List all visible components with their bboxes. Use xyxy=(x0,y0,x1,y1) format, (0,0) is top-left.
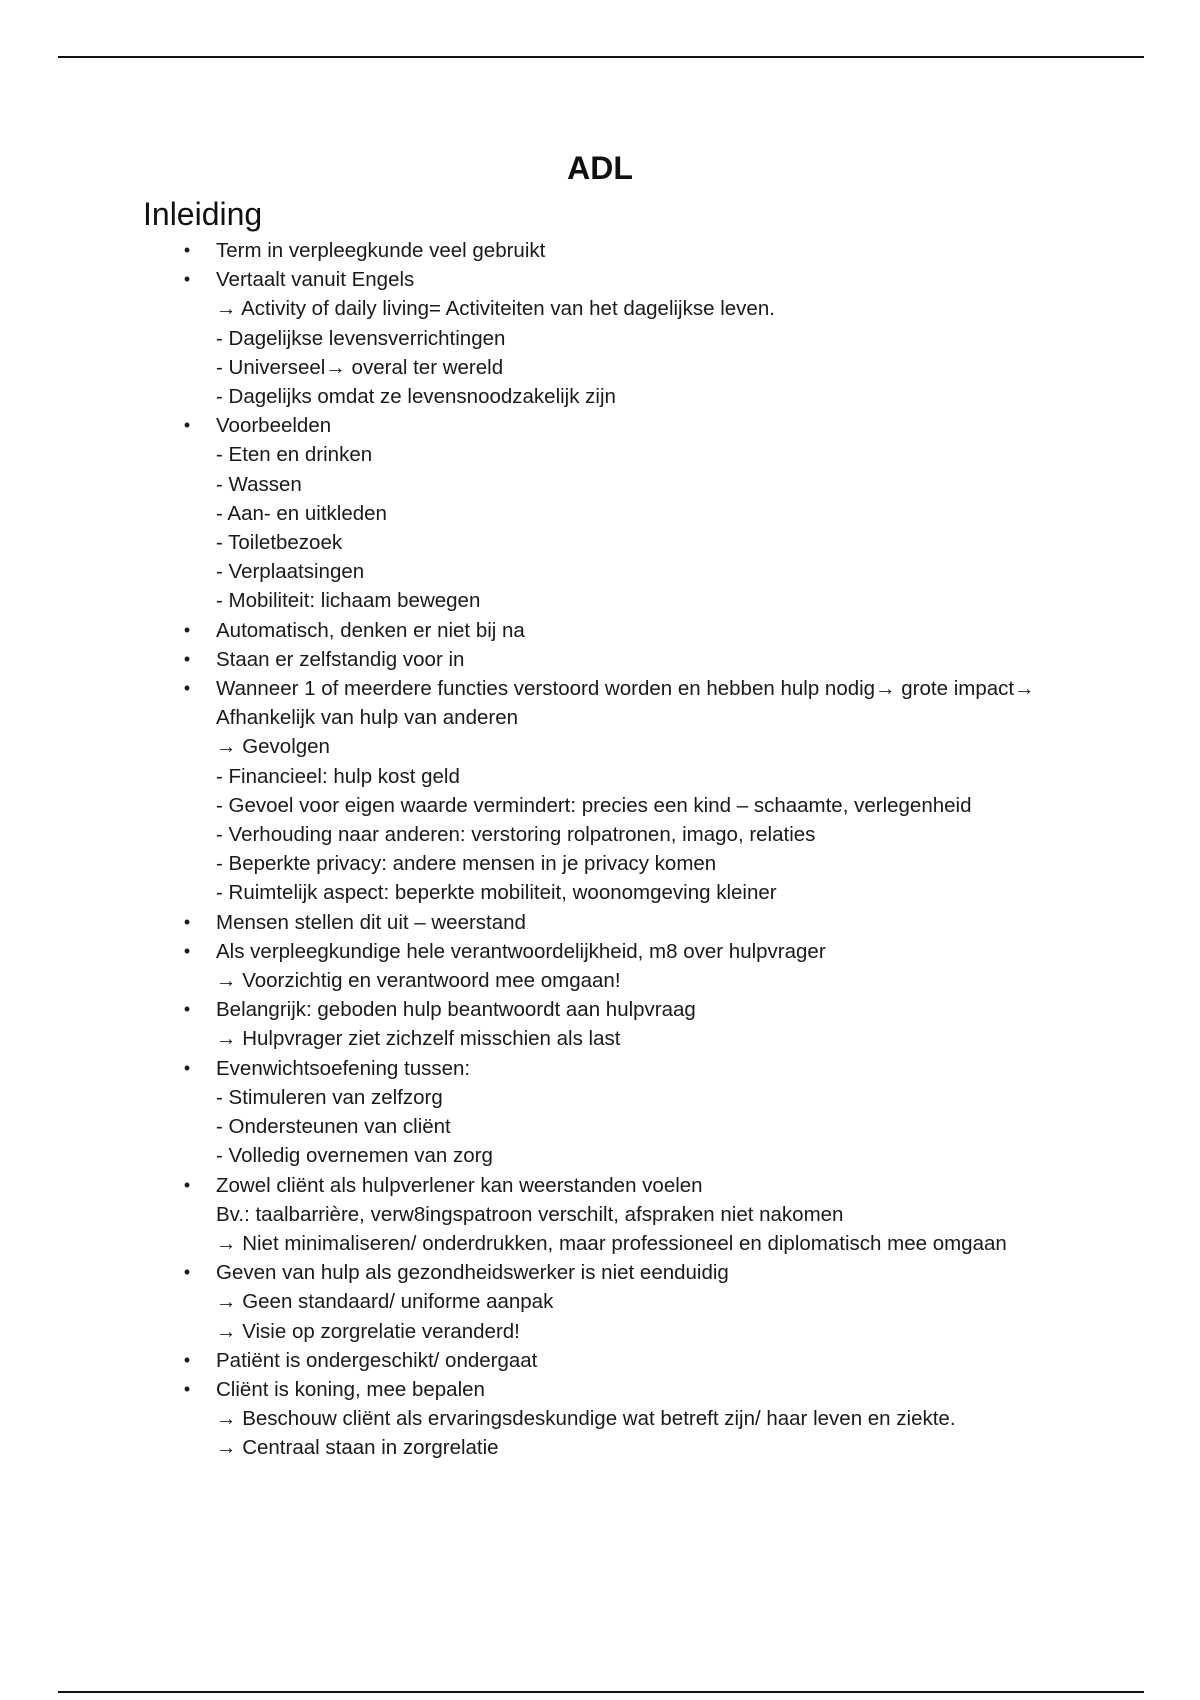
list-item xyxy=(0,645,1056,674)
list-item-subline: - Wassen xyxy=(216,472,302,496)
list-item xyxy=(0,995,1056,1053)
bullet-list xyxy=(0,236,1200,1463)
list-item-subline: - Mobiliteit: lichaam bewegen xyxy=(216,589,481,613)
list-item-subline: → Hulpvrager ziet zichzelf misschien als last xyxy=(216,1027,621,1051)
list-item-text: Geven van hulp als gezondheidswerker is niet eenduidig xyxy=(216,1261,729,1285)
bullet-icon: • xyxy=(183,911,191,932)
list-item-subline: - Toiletbezoek xyxy=(216,531,343,555)
list-item xyxy=(0,265,1056,411)
list-item-subline: → Centraal staan in zorgrelatie xyxy=(216,1436,499,1460)
list-item-subline: - Ondersteunen van cliënt xyxy=(216,1115,451,1139)
list-item-subline: → Activity of daily living= Activiteiten van het dagelijkse leven. xyxy=(216,297,775,321)
list-item xyxy=(0,1346,1056,1375)
list-item-subline: - Verhouding naar anderen: verstoring rolpatronen, imago, relaties xyxy=(216,823,816,847)
bullet-icon: • xyxy=(183,240,191,260)
list-item-subline: → Visie op zorgrelatie veranderd! xyxy=(216,1319,520,1343)
list-item-subline: → Geen standaard/ uniforme aanpak xyxy=(216,1290,554,1314)
list-item xyxy=(0,616,1056,645)
list-item-text: Term in verpleegkunde veel gebruikt xyxy=(216,239,546,262)
list-item-text: Belangrijk: geboden hulp beantwoordt aan hulpvraag xyxy=(216,998,696,1022)
list-item-text: Staan er zelfstandig voor in xyxy=(216,647,465,671)
list-item-text: Cliënt is koning, mee bepalen xyxy=(216,1377,485,1401)
list-item-text: Vertaalt vanuit Engels xyxy=(216,268,415,292)
list-item xyxy=(0,1258,1056,1346)
list-item-subline: - Beperkte privacy: andere mensen in je privacy komen xyxy=(216,852,717,876)
list-item-text: Patiënt is ondergeschikt/ ondergaat xyxy=(216,1348,538,1372)
bullet-icon: • xyxy=(183,1349,191,1370)
list-item xyxy=(0,1375,1056,1463)
list-item xyxy=(0,411,1056,615)
bullet-icon: • xyxy=(183,1262,191,1283)
list-item-subline: - Dagelijkse levensverrichtingen xyxy=(216,326,506,350)
section-heading: Inleiding xyxy=(143,196,263,232)
bullet-icon: • xyxy=(183,1174,191,1195)
list-item-subline: → Niet minimaliseren/ onderdrukken, maar professioneel en diplomatisch mee omgaan xyxy=(216,1231,1007,1255)
list-item-subline: - Eten en drinken xyxy=(216,443,373,467)
list-item xyxy=(0,908,1056,937)
bullet-icon: • xyxy=(183,1378,191,1399)
list-item xyxy=(0,1171,1056,1259)
list-item-subline: → Voorzichtig en verantwoord mee omgaan! xyxy=(216,969,621,993)
bullet-icon: • xyxy=(183,1057,191,1078)
list-item-subline: - Financieel: hulp kost geld xyxy=(216,764,460,788)
list-item-text: Voorbeelden xyxy=(216,414,332,438)
list-item-subline: - Verplaatsingen xyxy=(216,560,365,584)
list-item-text: Evenwichtsoefening tussen: xyxy=(216,1056,471,1080)
bullet-icon: • xyxy=(183,648,191,669)
list-item-text: Wanneer 1 of meerdere functies verstoord worden en hebben hulp nodig→ grote impact→ Afhankelijk van hulp van anderen xyxy=(216,677,1035,730)
list-item-subline: - Gevoel voor eigen waarde vermindert: precies een kind – schaamte, verlegenheid xyxy=(216,793,972,817)
page-footer-rule xyxy=(58,1691,1144,1693)
list-item-text: Zowel cliënt als hulpverlener kan weerstanden voelen xyxy=(216,1173,703,1197)
list-item-subline: - Universeel→ overal ter wereld xyxy=(216,355,504,379)
list-item xyxy=(0,236,1056,265)
list-item xyxy=(0,937,1056,995)
list-item-subline: Bv.: taalbarrière, verw8ingspatroon verschilt, afspraken niet nakomen xyxy=(216,1202,844,1226)
bullet-icon: • xyxy=(183,619,191,640)
list-item xyxy=(0,674,1056,908)
document-title: ADL xyxy=(567,150,633,186)
bullet-icon: • xyxy=(183,415,191,436)
list-item-text: Mensen stellen dit uit – weerstand xyxy=(216,910,526,934)
page-header-rule xyxy=(58,56,1144,58)
list-item-subline: - Stimuleren van zelfzorg xyxy=(216,1085,443,1109)
list-item-subline: - Dagelijks omdat ze levensnoodzakelijk zijn xyxy=(216,385,616,409)
list-item-subline: → Gevolgen xyxy=(216,735,330,759)
bullet-icon: • xyxy=(183,999,191,1020)
list-item-subline: - Ruimtelijk aspect: beperkte mobiliteit, woonomgeving kleiner xyxy=(216,881,777,905)
list-item-subline: → Beschouw cliënt als ervaringsdeskundige wat betreft zijn/ haar leven en ziekte. xyxy=(216,1407,956,1431)
bullet-icon: • xyxy=(183,940,191,961)
list-item-text: Als verpleegkundige hele verantwoordelijkheid, m8 over hulpvrager xyxy=(216,939,826,963)
list-item-subline: - Volledig overnemen van zorg xyxy=(216,1144,493,1168)
bullet-icon: • xyxy=(183,678,191,699)
list-item-text: Automatisch, denken er niet bij na xyxy=(216,618,525,642)
bullet-icon: • xyxy=(183,269,191,290)
list-item xyxy=(0,1054,1056,1171)
list-item-subline: - Aan- en uitkleden xyxy=(216,501,387,525)
